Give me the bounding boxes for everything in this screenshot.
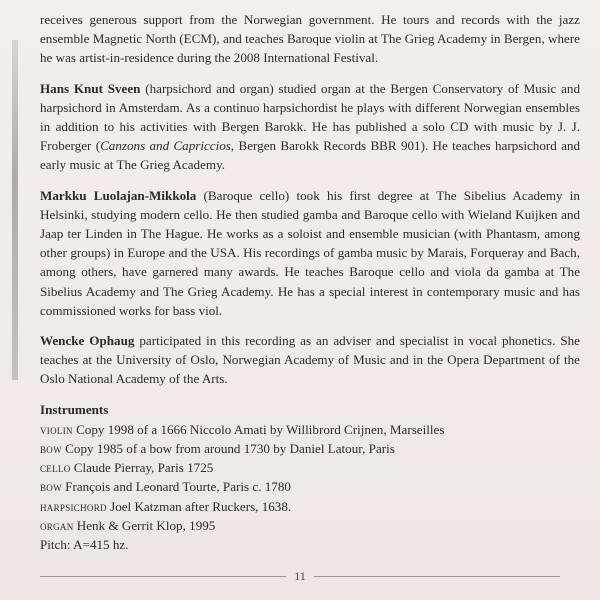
paragraph-text: receives generous support from the Norwegian government. He tours and records with the jazz ensemble Magnetic North (ECM), and teaches Baroque violin at The Grieg Academy in Bergen, where he was artist-in-residence during the 2008 International Festival. — [40, 12, 580, 66]
instrument-row — [40, 497, 580, 516]
instrument-detail: François and Leonard Tourte, Paris c. 1780 — [61, 479, 291, 495]
instrument-detail: Claude Pierray, Paris 1725 — [70, 460, 214, 476]
instrument-label: harpsichord — [40, 498, 107, 514]
instruments-section — [40, 400, 580, 555]
page-content — [40, 10, 580, 554]
bio-text: (Baroque cello) took his first degree at The Sibelius Academy in Helsinki, studying modern cello. He then studied gamba and Baroque cello with Wieland Kuijken and Jaap ter Linden in The Hague. He works as a soloist and ensemble musician (with Phantasm, among other groups) in Europe and the USA. His recordings of gamba music by Marais, Forqueray and Bach, among others, have garnered many awards. He teaches Baroque cello and viola da gamba at The Sibelius Academy and The Grieg Academy. He has a special interest in contemporary music and has commissioned works for bass viol. — [40, 187, 580, 318]
instrument-row — [40, 477, 580, 496]
performer-name: Markku Luolajan-Mikkola — [40, 187, 197, 203]
bio-text: (harpsichord and organ) studied organ at the Bergen Conservatory of Music and harpsichord in Amsterdam. As a continuo harpsichordist he plays with different Norwegian ensembles in addition to his activities with Bergen Barokk. He has published a solo CD with music by J. J. Froberger ( — [40, 80, 581, 154]
footer-rule-left — [40, 576, 286, 577]
instrument-label: violin — [40, 421, 73, 437]
instrument-row — [40, 458, 580, 477]
page-footer — [40, 568, 560, 584]
instrument-row — [40, 420, 580, 439]
bio-hans-knut-sveen — [40, 79, 580, 175]
instrument-label: organ — [40, 517, 74, 533]
instrument-label: bow — [40, 479, 62, 495]
instrument-label: cello — [40, 460, 71, 476]
footer-rule-right — [314, 576, 560, 577]
performer-name: Hans Knut Sveen — [40, 80, 141, 96]
instrument-detail: Henk & Gerrit Klop, 1995 — [73, 517, 216, 533]
instrument-detail: Copy 1998 of a 1666 Niccolo Amati by Willibrord Crijnen, Marseilles — [72, 421, 445, 437]
bio-markku-luolajan-mikkola — [40, 186, 580, 320]
paragraph-continued — [40, 10, 580, 68]
left-margin-bar — [12, 40, 18, 380]
instrument-row — [40, 516, 580, 535]
instrument-label: bow — [40, 441, 62, 457]
page-number: 11 — [294, 568, 306, 583]
bio-text: , Bergen Barokk Records BBR 901). He teaches harpsichord and early music at The Grieg Academy. — [40, 138, 580, 173]
pitch-line: Pitch: A=415 hz. — [40, 537, 129, 553]
bio-text: participated in this recording as an adviser and specialist in vocal phonetics. She teaches at the University of Oslo, Norwegian Academy of Music and in the Opera Department of the Oslo National Academy of the Arts. — [40, 333, 580, 387]
performer-name: Wencke Ophaug — [40, 333, 135, 349]
instrument-row — [40, 439, 580, 458]
instrument-detail: Joel Katzman after Ruckers, 1638. — [106, 498, 292, 514]
bio-wencke-ophaug — [40, 331, 580, 389]
cd-title: Canzons and Capriccios — [100, 138, 231, 154]
instrument-detail: Copy 1985 of a bow from around 1730 by Daniel Latour, Paris — [61, 441, 395, 457]
instruments-heading: Instruments — [40, 401, 109, 417]
